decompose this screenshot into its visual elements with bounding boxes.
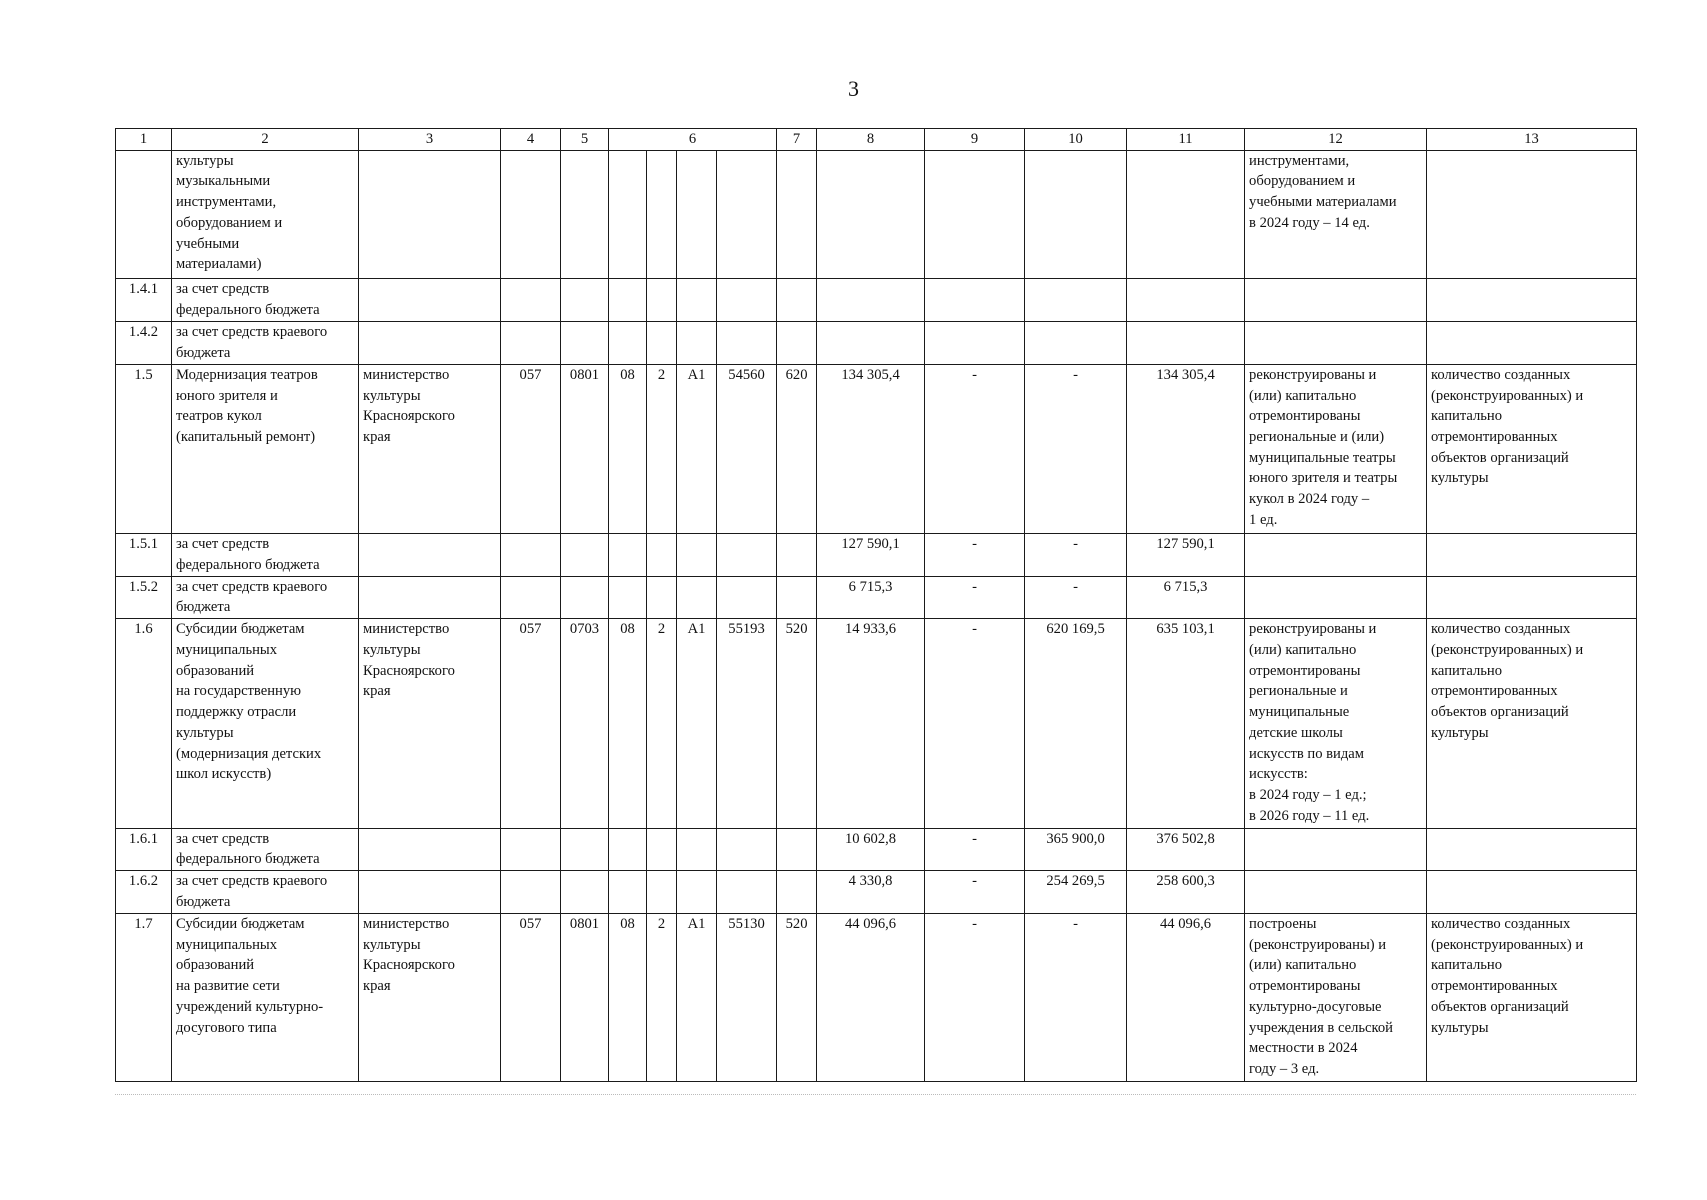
table-cell	[777, 279, 817, 322]
table-cell	[817, 279, 925, 322]
table-cell	[925, 150, 1025, 279]
table-cell: 057	[501, 364, 561, 533]
table-cell	[1025, 322, 1127, 365]
table-cell: 54560	[717, 364, 777, 533]
table-cell	[359, 533, 501, 576]
table-cell	[561, 279, 609, 322]
table-cell: 134 305,4	[817, 364, 925, 533]
table-cell: реконструированы и (или) капитально отремонтированы региональные и муниципальные детские школы искусств по видам искусств: в 2024 году – 1 ед.; в 2026 году – 11 ед.	[1245, 619, 1427, 828]
table-cell	[561, 871, 609, 914]
table-cell	[1427, 279, 1637, 322]
table-cell	[777, 871, 817, 914]
table-cell	[359, 322, 501, 365]
header-cell: 2	[172, 129, 359, 151]
table-cell	[817, 322, 925, 365]
table-cell: 6 715,3	[817, 576, 925, 619]
table-cell	[501, 871, 561, 914]
table-row	[116, 150, 1637, 279]
table-cell	[677, 871, 717, 914]
table-cell: 10 602,8	[817, 828, 925, 871]
table-cell: за счет средств федерального бюджета	[172, 279, 359, 322]
table-cell: 2	[647, 364, 677, 533]
table-cell	[1245, 828, 1427, 871]
header-cell: 10	[1025, 129, 1127, 151]
table-cell: 1.6.2	[116, 871, 172, 914]
table-cell	[609, 150, 647, 279]
header-cell: 12	[1245, 129, 1427, 151]
table-cell: 44 096,6	[1127, 913, 1245, 1081]
table-cell: -	[1025, 364, 1127, 533]
table-cell	[647, 871, 677, 914]
table-cell: 635 103,1	[1127, 619, 1245, 828]
table-row	[116, 871, 1637, 914]
table-cell	[609, 322, 647, 365]
table-cell: Субсидии бюджетам муниципальных образований на государственную поддержку отрасли культуры (модернизация детских школ искусств)	[172, 619, 359, 828]
table-cell	[501, 576, 561, 619]
table-cell	[717, 871, 777, 914]
table-cell	[1427, 871, 1637, 914]
table-cell: -	[925, 364, 1025, 533]
table-cell	[1245, 576, 1427, 619]
table-cell	[677, 279, 717, 322]
header-cell: 7	[777, 129, 817, 151]
table-cell	[359, 279, 501, 322]
table-cell: -	[925, 533, 1025, 576]
table-cell	[777, 533, 817, 576]
table-cell: А1	[677, 619, 717, 828]
table-cell	[777, 576, 817, 619]
table-cell: 0801	[561, 364, 609, 533]
header-cell: 11	[1127, 129, 1245, 151]
table-cell	[501, 322, 561, 365]
table-cell	[777, 150, 817, 279]
table-row	[116, 364, 1637, 533]
table-cell	[1427, 533, 1637, 576]
header-cell: 8	[817, 129, 925, 151]
table-cell	[647, 322, 677, 365]
table-cell: 2	[647, 619, 677, 828]
table-cell: 55130	[717, 913, 777, 1081]
table-cell: 520	[777, 913, 817, 1081]
table-cell: 376 502,8	[1127, 828, 1245, 871]
table-cell	[1427, 150, 1637, 279]
budget-table	[115, 128, 1637, 1082]
table-cell	[717, 828, 777, 871]
table-cell	[1245, 322, 1427, 365]
table-cell	[817, 150, 925, 279]
table-cell	[609, 828, 647, 871]
table-cell: 365 900,0	[1025, 828, 1127, 871]
table-cell	[1127, 322, 1245, 365]
table-cell	[609, 533, 647, 576]
table-cell: 4 330,8	[817, 871, 925, 914]
table-cell: Субсидии бюджетам муниципальных образований на развитие сети учреждений культурно- досугового типа	[172, 913, 359, 1081]
table-cell: 620	[777, 364, 817, 533]
table-cell: количество созданных (реконструированных) и капитально отремонтированных объектов организаций культуры	[1427, 619, 1637, 828]
table-cell	[647, 533, 677, 576]
table-cell	[1427, 828, 1637, 871]
table-cell: построены (реконструированы) и (или) капитально отремонтированы культурно-досуговые учреждения в сельской местности в 2024 году – 3 ед.	[1245, 913, 1427, 1081]
table-row	[116, 828, 1637, 871]
table-row	[116, 913, 1637, 1081]
table-cell: инструментами, оборудованием и учебными материалами в 2024 году – 14 ед.	[1245, 150, 1427, 279]
table-cell: 44 096,6	[817, 913, 925, 1081]
table-cell	[717, 576, 777, 619]
table-cell: 0801	[561, 913, 609, 1081]
table-cell	[609, 576, 647, 619]
table-cell: 1.5.1	[116, 533, 172, 576]
table-cell	[1245, 533, 1427, 576]
header-cell: 4	[501, 129, 561, 151]
table-cell: 1.7	[116, 913, 172, 1081]
table-cell: 520	[777, 619, 817, 828]
table-cell: за счет средств краевого бюджета	[172, 322, 359, 365]
table-cell	[561, 322, 609, 365]
table-cell	[677, 150, 717, 279]
table-cell: министерство культуры Красноярского края	[359, 619, 501, 828]
table-cell	[717, 322, 777, 365]
table-cell: 14 933,6	[817, 619, 925, 828]
table-cell	[677, 322, 717, 365]
table-cell: 134 305,4	[1127, 364, 1245, 533]
table-cell	[677, 828, 717, 871]
table-cell	[717, 533, 777, 576]
table-cell	[925, 322, 1025, 365]
table-cell: -	[1025, 533, 1127, 576]
table-cell	[359, 828, 501, 871]
table-cell	[359, 871, 501, 914]
table-cell	[501, 150, 561, 279]
table-cell	[717, 279, 777, 322]
table-cell	[609, 279, 647, 322]
table-cell: -	[925, 871, 1025, 914]
table-cell	[1025, 150, 1127, 279]
table-cell: 55193	[717, 619, 777, 828]
table-cell	[561, 150, 609, 279]
header-cell: 13	[1427, 129, 1637, 151]
table-cell: 08	[609, 619, 647, 828]
table-cell: -	[1025, 913, 1127, 1081]
table-cell: -	[1025, 576, 1127, 619]
table-cell	[561, 828, 609, 871]
table-cell: 258 600,3	[1127, 871, 1245, 914]
table-cell: за счет средств краевого бюджета	[172, 576, 359, 619]
table-cell: -	[925, 576, 1025, 619]
table-cell: реконструированы и (или) капитально отремонтированы региональные и (или) муниципальные театры юного зрителя и театры кукол в 2024 году – 1 ед.	[1245, 364, 1427, 533]
table-cell: 1.6.1	[116, 828, 172, 871]
table-cell: 620 169,5	[1025, 619, 1127, 828]
table-cell	[359, 150, 501, 279]
table-cell: 1.6	[116, 619, 172, 828]
table-cell: А1	[677, 364, 717, 533]
table-cell: за счет средств федерального бюджета	[172, 533, 359, 576]
table-cell: министерство культуры Красноярского края	[359, 913, 501, 1081]
table-cell	[777, 828, 817, 871]
table-cell: культуры музыкальными инструментами, оборудованием и учебными материалами)	[172, 150, 359, 279]
table-row	[116, 322, 1637, 365]
table-cell	[501, 279, 561, 322]
table-cell: А1	[677, 913, 717, 1081]
header-cell: 5	[561, 129, 609, 151]
table-cell: 2	[647, 913, 677, 1081]
table-row	[116, 279, 1637, 322]
table-cell: 057	[501, 619, 561, 828]
table-row	[116, 619, 1637, 828]
table-cell: 08	[609, 364, 647, 533]
table-cell	[647, 828, 677, 871]
table-cell	[609, 871, 647, 914]
table-cell	[717, 150, 777, 279]
table-cell	[1427, 576, 1637, 619]
table-cell	[647, 576, 677, 619]
header-cell: 6	[609, 129, 777, 151]
table-cell: 1.5.2	[116, 576, 172, 619]
table-row	[116, 533, 1637, 576]
table-cell	[677, 576, 717, 619]
table-cell: 254 269,5	[1025, 871, 1127, 914]
page-bottom-rule	[115, 1094, 1636, 1096]
table-cell: 1.5	[116, 364, 172, 533]
table-cell	[1245, 871, 1427, 914]
table-cell	[359, 576, 501, 619]
table-cell: -	[925, 828, 1025, 871]
header-cell: 1	[116, 129, 172, 151]
table-body	[116, 150, 1637, 1081]
table-cell	[501, 828, 561, 871]
table-cell: 127 590,1	[817, 533, 925, 576]
header-cell: 9	[925, 129, 1025, 151]
table-cell: 08	[609, 913, 647, 1081]
table-cell: Модернизация театров юного зрителя и театров кукол (капитальный ремонт)	[172, 364, 359, 533]
table-cell	[925, 279, 1025, 322]
page-number: 3	[848, 76, 859, 101]
table-cell	[1127, 150, 1245, 279]
table-cell	[561, 533, 609, 576]
table-cell	[561, 576, 609, 619]
table-cell: -	[925, 913, 1025, 1081]
table-cell	[647, 279, 677, 322]
table-cell: количество созданных (реконструированных) и капитально отремонтированных объектов организаций культуры	[1427, 913, 1637, 1081]
table-cell: 1.4.2	[116, 322, 172, 365]
table-cell	[777, 322, 817, 365]
table-cell: 0703	[561, 619, 609, 828]
table-cell: 127 590,1	[1127, 533, 1245, 576]
table-cell: 6 715,3	[1127, 576, 1245, 619]
table-cell	[677, 533, 717, 576]
table-cell: количество созданных (реконструированных) и капитально отремонтированных объектов организаций культуры	[1427, 364, 1637, 533]
table-cell	[1025, 279, 1127, 322]
table-cell	[501, 533, 561, 576]
table-cell	[1245, 279, 1427, 322]
table-row	[116, 576, 1637, 619]
table-cell	[116, 150, 172, 279]
table-cell	[647, 150, 677, 279]
table-cell: за счет средств федерального бюджета	[172, 828, 359, 871]
header-row	[116, 129, 1637, 151]
table-cell: министерство культуры Красноярского края	[359, 364, 501, 533]
table-cell: 057	[501, 913, 561, 1081]
table-cell: -	[925, 619, 1025, 828]
table-cell	[1127, 279, 1245, 322]
table-cell: за счет средств краевого бюджета	[172, 871, 359, 914]
table-cell	[1427, 322, 1637, 365]
header-cell: 3	[359, 129, 501, 151]
table-cell: 1.4.1	[116, 279, 172, 322]
